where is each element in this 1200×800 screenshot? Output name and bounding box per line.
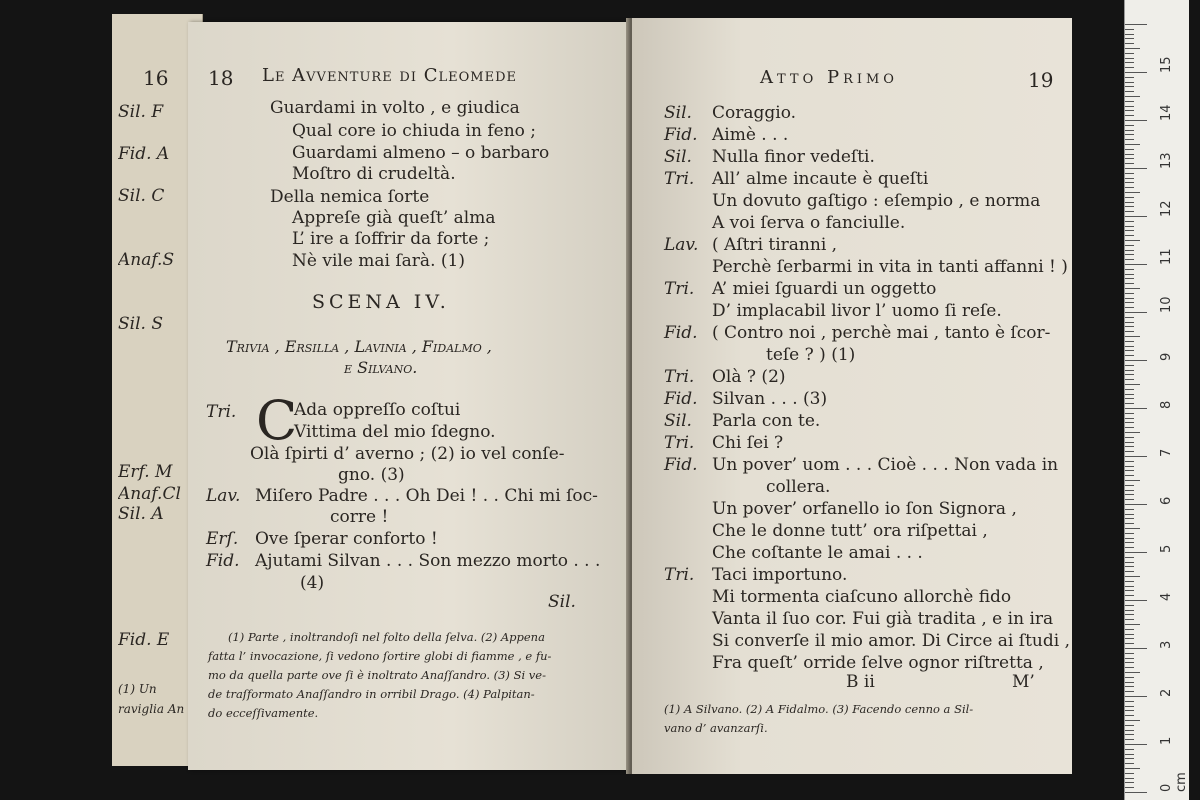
- dialogue-line: A’ miei ſguardi un oggetto: [712, 279, 937, 299]
- underlying-line: Sil. F: [118, 102, 164, 122]
- ruler-tick: [1125, 134, 1134, 135]
- ruler-tick: [1125, 629, 1134, 630]
- footnote-line: (1) A Silvano. (2) A Fidalmo. (3) Facendo cenno a Sil-: [664, 702, 974, 716]
- ruler-tick: [1125, 518, 1134, 519]
- ruler-tick: [1125, 58, 1134, 59]
- dialogue-line: Che coſtante le amai . . .: [712, 543, 923, 563]
- ruler-tick: [1125, 552, 1147, 553]
- ruler-number: 6: [1159, 496, 1174, 505]
- dialogue-line: ( Contro noi , perchè mai , tanto è ſcor-: [712, 323, 1051, 343]
- ruler-tick: [1125, 643, 1134, 644]
- ruler-tick: [1125, 250, 1134, 251]
- ruler-tick: [1125, 326, 1134, 327]
- ruler-tick: [1125, 744, 1147, 745]
- ruler-tick: [1125, 350, 1134, 351]
- ruler-tick: [1125, 614, 1134, 615]
- ruler-tick: [1125, 442, 1134, 443]
- ruler-tick: [1125, 408, 1147, 409]
- ruler-number: 0 cm: [1159, 772, 1189, 792]
- ruler-tick: [1125, 389, 1134, 390]
- dialogue-line: Mi tormenta ciaſcuno allorchè fido: [712, 587, 1012, 607]
- ruler-number: 3: [1159, 640, 1174, 649]
- ruler-tick: [1125, 216, 1147, 217]
- ruler-tick: [1125, 754, 1134, 755]
- dialogue-line: Perchè ſerbarmi in vita in tanti affanni ! ): [712, 257, 1068, 277]
- ruler-tick: [1125, 283, 1134, 284]
- ruler-tick: [1125, 725, 1134, 726]
- dialogue-line: Vanta il ſuo cor. Fui già tradita , e in ira: [712, 609, 1054, 629]
- ruler-tick: [1125, 634, 1134, 635]
- ruler-tick: [1125, 658, 1134, 659]
- underlying-footnote: raviglia An: [118, 702, 185, 716]
- ruler-tick: [1125, 158, 1134, 159]
- ruler-tick: [1125, 782, 1134, 783]
- ruler-tick: [1125, 331, 1134, 332]
- speaker-label: Tri.: [664, 367, 695, 387]
- footnote-line: de traſformato Anaſſandro in orribil Drago. (4) Palpitan-: [208, 687, 535, 701]
- ruler-tick: [1125, 154, 1134, 155]
- speaker-label: Fid.: [664, 323, 698, 343]
- ruler-number: 2: [1159, 688, 1174, 697]
- ruler-tick: [1125, 504, 1147, 505]
- footnote-line: vano d’ avanzarſi.: [664, 721, 768, 735]
- underlying-line: Fid. E: [118, 630, 170, 650]
- ruler-tick: [1125, 336, 1140, 337]
- dialogue-line: Aimè . . .: [712, 125, 789, 145]
- verse-line: Moſtro di crudeltà.: [292, 164, 456, 184]
- ruler-tick: [1125, 672, 1140, 673]
- ruler-tick: [1125, 773, 1134, 774]
- ruler-tick: [1125, 466, 1134, 467]
- ruler-tick: [1125, 523, 1134, 524]
- ruler-tick: [1125, 787, 1134, 788]
- ruler-tick: [1125, 96, 1140, 97]
- ruler-tick: [1125, 370, 1134, 371]
- ruler-tick: [1125, 686, 1134, 687]
- ruler-tick: [1125, 701, 1134, 702]
- ruler-tick: [1125, 91, 1134, 92]
- ruler-tick: [1125, 648, 1147, 649]
- signature-mark: B ii: [846, 672, 875, 692]
- dialogue-line: D’ implacabil livor l’ uomo ſi reſe.: [712, 301, 1002, 321]
- speaker-label: Lav.: [206, 486, 241, 506]
- ruler-tick: [1125, 130, 1134, 131]
- ruler-tick: [1125, 624, 1140, 625]
- speaker-label: Fid.: [664, 455, 698, 475]
- ruler-tick: [1125, 778, 1134, 779]
- ruler-tick: [1125, 43, 1134, 44]
- ruler-tick: [1125, 24, 1147, 25]
- ruler-tick: [1125, 610, 1134, 611]
- ruler-number: 12: [1159, 200, 1174, 217]
- ruler-tick: [1125, 547, 1134, 548]
- dialogue-line: Un dovuto gaſtigo : eſempio , e norma: [712, 191, 1041, 211]
- ruler-tick: [1125, 206, 1134, 207]
- ruler-tick: [1125, 768, 1140, 769]
- ruler-tick: [1125, 677, 1134, 678]
- ruler-number: 8: [1159, 400, 1174, 409]
- ruler-tick: [1125, 34, 1134, 35]
- ruler-tick: [1125, 48, 1140, 49]
- dramatis-personae: Trivia , Ersilla , Lavinia , Fidalmo ,: [226, 337, 492, 356]
- ruler-tick: [1125, 384, 1140, 385]
- speaker-label: Tri.: [206, 402, 237, 422]
- ruler-tick: [1125, 696, 1147, 697]
- speaker-label: Tri.: [664, 565, 695, 585]
- underlying-line: Sil. S: [118, 314, 163, 334]
- dialogue-line: Nulla finor vedeſti.: [712, 147, 875, 167]
- dialogue-line: Silvan . . . (3): [712, 389, 828, 409]
- right-running-head: Atto Primo: [760, 67, 898, 88]
- scene-title: SCENA IV.: [312, 291, 450, 313]
- dialogue-line: teſe ? ) (1): [766, 345, 856, 365]
- ruler-number: 10: [1159, 296, 1174, 313]
- verse-line: L’ ire a ſoffrir da forte ;: [292, 229, 490, 249]
- ruler-tick: [1125, 734, 1134, 735]
- ruler-tick: [1125, 533, 1134, 534]
- dialogue-line: Vittima del mio ſdegno.: [294, 422, 496, 442]
- ruler-tick: [1125, 528, 1140, 529]
- dialogue-line: ( Aſtri tiranni ,: [712, 235, 838, 255]
- footnote-line: (1) Parte , inoltrandoſi nel folto della ſelva. (2) Appena: [228, 630, 545, 644]
- ruler-tick: [1125, 514, 1134, 515]
- ruler-tick: [1125, 605, 1134, 606]
- ruler-tick: [1125, 490, 1134, 491]
- ruler-tick: [1125, 494, 1134, 495]
- ruler-tick: [1125, 571, 1134, 572]
- dramatis-personae: e Silvano.: [344, 358, 418, 377]
- ruler-number: 5: [1159, 544, 1174, 553]
- ruler-tick: [1125, 288, 1140, 289]
- ruler-tick: [1125, 590, 1134, 591]
- ruler-tick: [1125, 341, 1134, 342]
- ruler-tick: [1125, 53, 1134, 54]
- ruler-number: 13: [1159, 152, 1174, 169]
- ruler-tick: [1125, 720, 1140, 721]
- ruler-tick: [1125, 322, 1134, 323]
- ruler-tick: [1125, 456, 1147, 457]
- ruler-tick: [1125, 317, 1134, 318]
- dialogue-line: Miſero Padre . . . Oh Dei ! . . Chi mi ſoc-: [255, 486, 598, 506]
- ruler-tick: [1125, 595, 1134, 596]
- dialogue-line: Coraggio.: [712, 103, 797, 123]
- ruler-tick: [1125, 403, 1134, 404]
- ruler-tick: [1125, 274, 1134, 275]
- verse-line: Nè vile mai ſarà. (1): [292, 251, 465, 271]
- ruler-tick: [1125, 101, 1134, 102]
- dialogue-line: (4): [300, 573, 325, 593]
- underlying-line: Fid. A: [118, 144, 170, 164]
- verse-line: Guardami in volto , e giudica: [270, 98, 520, 118]
- ruler-number: 1: [1159, 736, 1174, 745]
- ruler-tick: [1125, 235, 1134, 236]
- speaker-label: Tri.: [664, 433, 695, 453]
- ruler-number: 7: [1159, 448, 1174, 457]
- ruler-tick: [1125, 278, 1134, 279]
- ruler-tick: [1125, 106, 1134, 107]
- ruler-number: 4: [1159, 592, 1174, 601]
- catchword: Sil.: [548, 592, 576, 612]
- speaker-label: Fid.: [664, 389, 698, 409]
- ruler-tick: [1125, 178, 1134, 179]
- footnote-line: mo da quella parte ove ſi è inoltrato Anaſſandro. (3) Si ve-: [208, 668, 546, 682]
- ruler-tick: [1125, 77, 1134, 78]
- ruler-tick: [1125, 139, 1134, 140]
- underlying-line: Sil. C: [118, 186, 165, 206]
- dialogue-line: Olà ſpirti d’ averno ; (2) io vel conſe-: [250, 444, 565, 464]
- dialogue-line: Taci importuno.: [712, 565, 848, 585]
- ruler-tick: [1125, 706, 1134, 707]
- ruler-tick: [1125, 418, 1134, 419]
- underlying-line: Anaf.S: [118, 250, 175, 270]
- dialogue-line: corre !: [330, 507, 389, 527]
- ruler-tick: [1125, 144, 1140, 145]
- ruler-number: 15: [1159, 56, 1174, 73]
- ruler-tick: [1125, 451, 1134, 452]
- speaker-label: Fid.: [664, 125, 698, 145]
- ruler-tick: [1125, 38, 1134, 39]
- ruler-tick: [1125, 792, 1147, 793]
- ruler-tick: [1125, 446, 1134, 447]
- ruler-tick: [1125, 62, 1134, 63]
- ruler-tick: [1125, 293, 1134, 294]
- ruler-tick: [1125, 192, 1140, 193]
- ruler-tick: [1125, 638, 1134, 639]
- ruler-tick: [1125, 763, 1134, 764]
- underlying-line: Sil. A: [118, 504, 164, 524]
- footnote-line: fatta l’ invocazione, ſi vedono ſortire globi di fiamme , e fu-: [208, 649, 552, 663]
- dialogue-line: Chi ſei ?: [712, 433, 784, 453]
- dialogue-line: Olà ? (2): [712, 367, 786, 387]
- ruler-tick: [1125, 72, 1147, 73]
- underlying-page-number: 16: [143, 66, 169, 90]
- ruler-tick: [1125, 586, 1134, 587]
- ruler-tick: [1125, 120, 1147, 121]
- speaker-label: Fid.: [206, 551, 240, 571]
- ruler-tick: [1125, 427, 1134, 428]
- ruler-tick: [1125, 749, 1134, 750]
- ruler-tick: [1125, 480, 1140, 481]
- ruler-tick: [1125, 254, 1134, 255]
- ruler-tick: [1125, 221, 1134, 222]
- ruler-tick: [1125, 710, 1134, 711]
- dialogue-line: A voi ſerva o fanciulle.: [712, 213, 906, 233]
- ruler-tick: [1125, 470, 1134, 471]
- ruler-tick: [1125, 302, 1134, 303]
- ruler-tick: [1125, 499, 1134, 500]
- ruler-tick: [1125, 619, 1134, 620]
- ruler-tick: [1125, 187, 1134, 188]
- dialogue-line: Parla con te.: [712, 411, 821, 431]
- ruler-tick: [1125, 422, 1134, 423]
- dialogue-line: Che le donne tutt’ ora riſpettai ,: [712, 521, 988, 541]
- ruler-tick: [1125, 542, 1134, 543]
- ruler-tick: [1125, 115, 1134, 116]
- ruler-tick: [1125, 211, 1134, 212]
- speaker-label: Sil.: [664, 103, 692, 123]
- ruler-tick: [1125, 432, 1140, 433]
- left-running-head: Le Avventure di Cleomede: [262, 65, 517, 86]
- ruler-tick: [1125, 264, 1147, 265]
- speaker-label: Sil.: [664, 411, 692, 431]
- ruler-tick: [1125, 346, 1134, 347]
- dialogue-line: collera.: [766, 477, 831, 497]
- ruler-tick: [1125, 398, 1134, 399]
- ruler-tick: [1125, 226, 1134, 227]
- ruler-tick: [1125, 67, 1134, 68]
- dialogue-line: Si converſe il mio amor. Di Circe ai ſtudi ,: [712, 631, 1070, 651]
- verse-line: Della nemica ſorte: [270, 187, 430, 207]
- ruler-tick: [1125, 509, 1134, 510]
- ruler-tick: [1125, 360, 1147, 361]
- ruler-tick: [1125, 581, 1134, 582]
- footnote-line: do ecceſſivamente.: [208, 706, 319, 720]
- dialogue-line: All’ alme incaute è queſti: [712, 169, 929, 189]
- ruler-tick: [1125, 149, 1134, 150]
- ruler-tick: [1125, 557, 1134, 558]
- ruler-tick: [1125, 245, 1134, 246]
- ruler-tick: [1125, 562, 1134, 563]
- ruler-tick: [1125, 538, 1134, 539]
- dialogue-line: Un pover’ uom . . . Cioè . . . Non vada in: [712, 455, 1059, 475]
- speaker-label: Sil.: [664, 147, 692, 167]
- right-page-number: 19: [1028, 68, 1054, 92]
- ruler-number: 9: [1159, 352, 1174, 361]
- ruler-tick: [1125, 730, 1134, 731]
- catchword: M’: [1012, 672, 1035, 692]
- ruler-tick: [1125, 413, 1134, 414]
- left-page-number: 18: [208, 66, 234, 90]
- ruler-tick: [1125, 653, 1134, 654]
- ruler-tick: [1125, 461, 1134, 462]
- speaker-label: Tri.: [664, 279, 695, 299]
- ruler-tick: [1125, 374, 1134, 375]
- verse-line: Appreſe già queſt’ alma: [292, 208, 496, 228]
- ruler-tick: [1125, 82, 1134, 83]
- ruler-tick: [1125, 312, 1147, 313]
- measurement-ruler: [1124, 0, 1189, 800]
- ruler-tick: [1125, 576, 1140, 577]
- dialogue-line: Ajutami Silvan . . . Son mezzo morto . . .: [255, 551, 601, 571]
- ruler-tick: [1125, 691, 1134, 692]
- ruler-tick: [1125, 379, 1134, 380]
- ruler-tick: [1125, 163, 1134, 164]
- ruler-tick: [1125, 110, 1134, 111]
- underlying-line: Anaf.Cl: [118, 484, 181, 504]
- dialogue-line: Ove ſperar conforto !: [255, 529, 438, 549]
- speaker-label: Lav.: [664, 235, 699, 255]
- ruler-tick: [1125, 182, 1134, 183]
- ruler-tick: [1125, 437, 1134, 438]
- ruler-tick: [1125, 355, 1134, 356]
- ruler-number: 14: [1159, 104, 1174, 121]
- ruler-tick: [1125, 269, 1134, 270]
- dialogue-line: Fra queſt’ orride ſelve ognor riſtretta ,: [712, 653, 1044, 673]
- verse-line: Guardami almeno – o barbaro: [292, 143, 550, 163]
- ruler-tick: [1125, 667, 1134, 668]
- ruler-tick: [1125, 758, 1134, 759]
- ruler-tick: [1125, 202, 1134, 203]
- speaker-label: Erſ.: [206, 529, 239, 549]
- ruler-tick: [1125, 307, 1134, 308]
- verse-line: Qual core io chiuda in feno ;: [292, 121, 537, 141]
- ruler-tick: [1125, 485, 1134, 486]
- ruler-tick: [1125, 29, 1134, 30]
- ruler-tick: [1125, 662, 1134, 663]
- underlying-footnote: (1) Un: [118, 682, 157, 696]
- dialogue-line: Un pover’ orfanello io ſon Signora ,: [712, 499, 1017, 519]
- ruler-tick: [1125, 86, 1134, 87]
- dialogue-line: Ada oppreſſo coſtui: [294, 400, 461, 420]
- ruler-tick: [1125, 168, 1147, 169]
- ruler-number: 11: [1159, 248, 1174, 265]
- ruler-tick: [1125, 394, 1134, 395]
- underlying-line: Erf. M: [118, 462, 173, 482]
- ruler-tick: [1125, 715, 1134, 716]
- ruler-tick: [1125, 365, 1134, 366]
- ruler-tick: [1125, 230, 1134, 231]
- ruler-tick: [1125, 197, 1134, 198]
- ruler-tick: [1125, 240, 1140, 241]
- ruler-tick: [1125, 600, 1147, 601]
- dialogue-line: gno. (3): [338, 465, 405, 485]
- ruler-tick: [1125, 298, 1134, 299]
- ruler-tick: [1125, 739, 1134, 740]
- ruler-tick: [1125, 259, 1134, 260]
- ruler-tick: [1125, 475, 1134, 476]
- ruler-tick: [1125, 125, 1134, 126]
- drop-cap: C: [256, 389, 298, 452]
- ruler-tick: [1125, 173, 1134, 174]
- speaker-label: Tri.: [664, 169, 695, 189]
- ruler-tick: [1125, 682, 1134, 683]
- ruler-tick: [1125, 566, 1134, 567]
